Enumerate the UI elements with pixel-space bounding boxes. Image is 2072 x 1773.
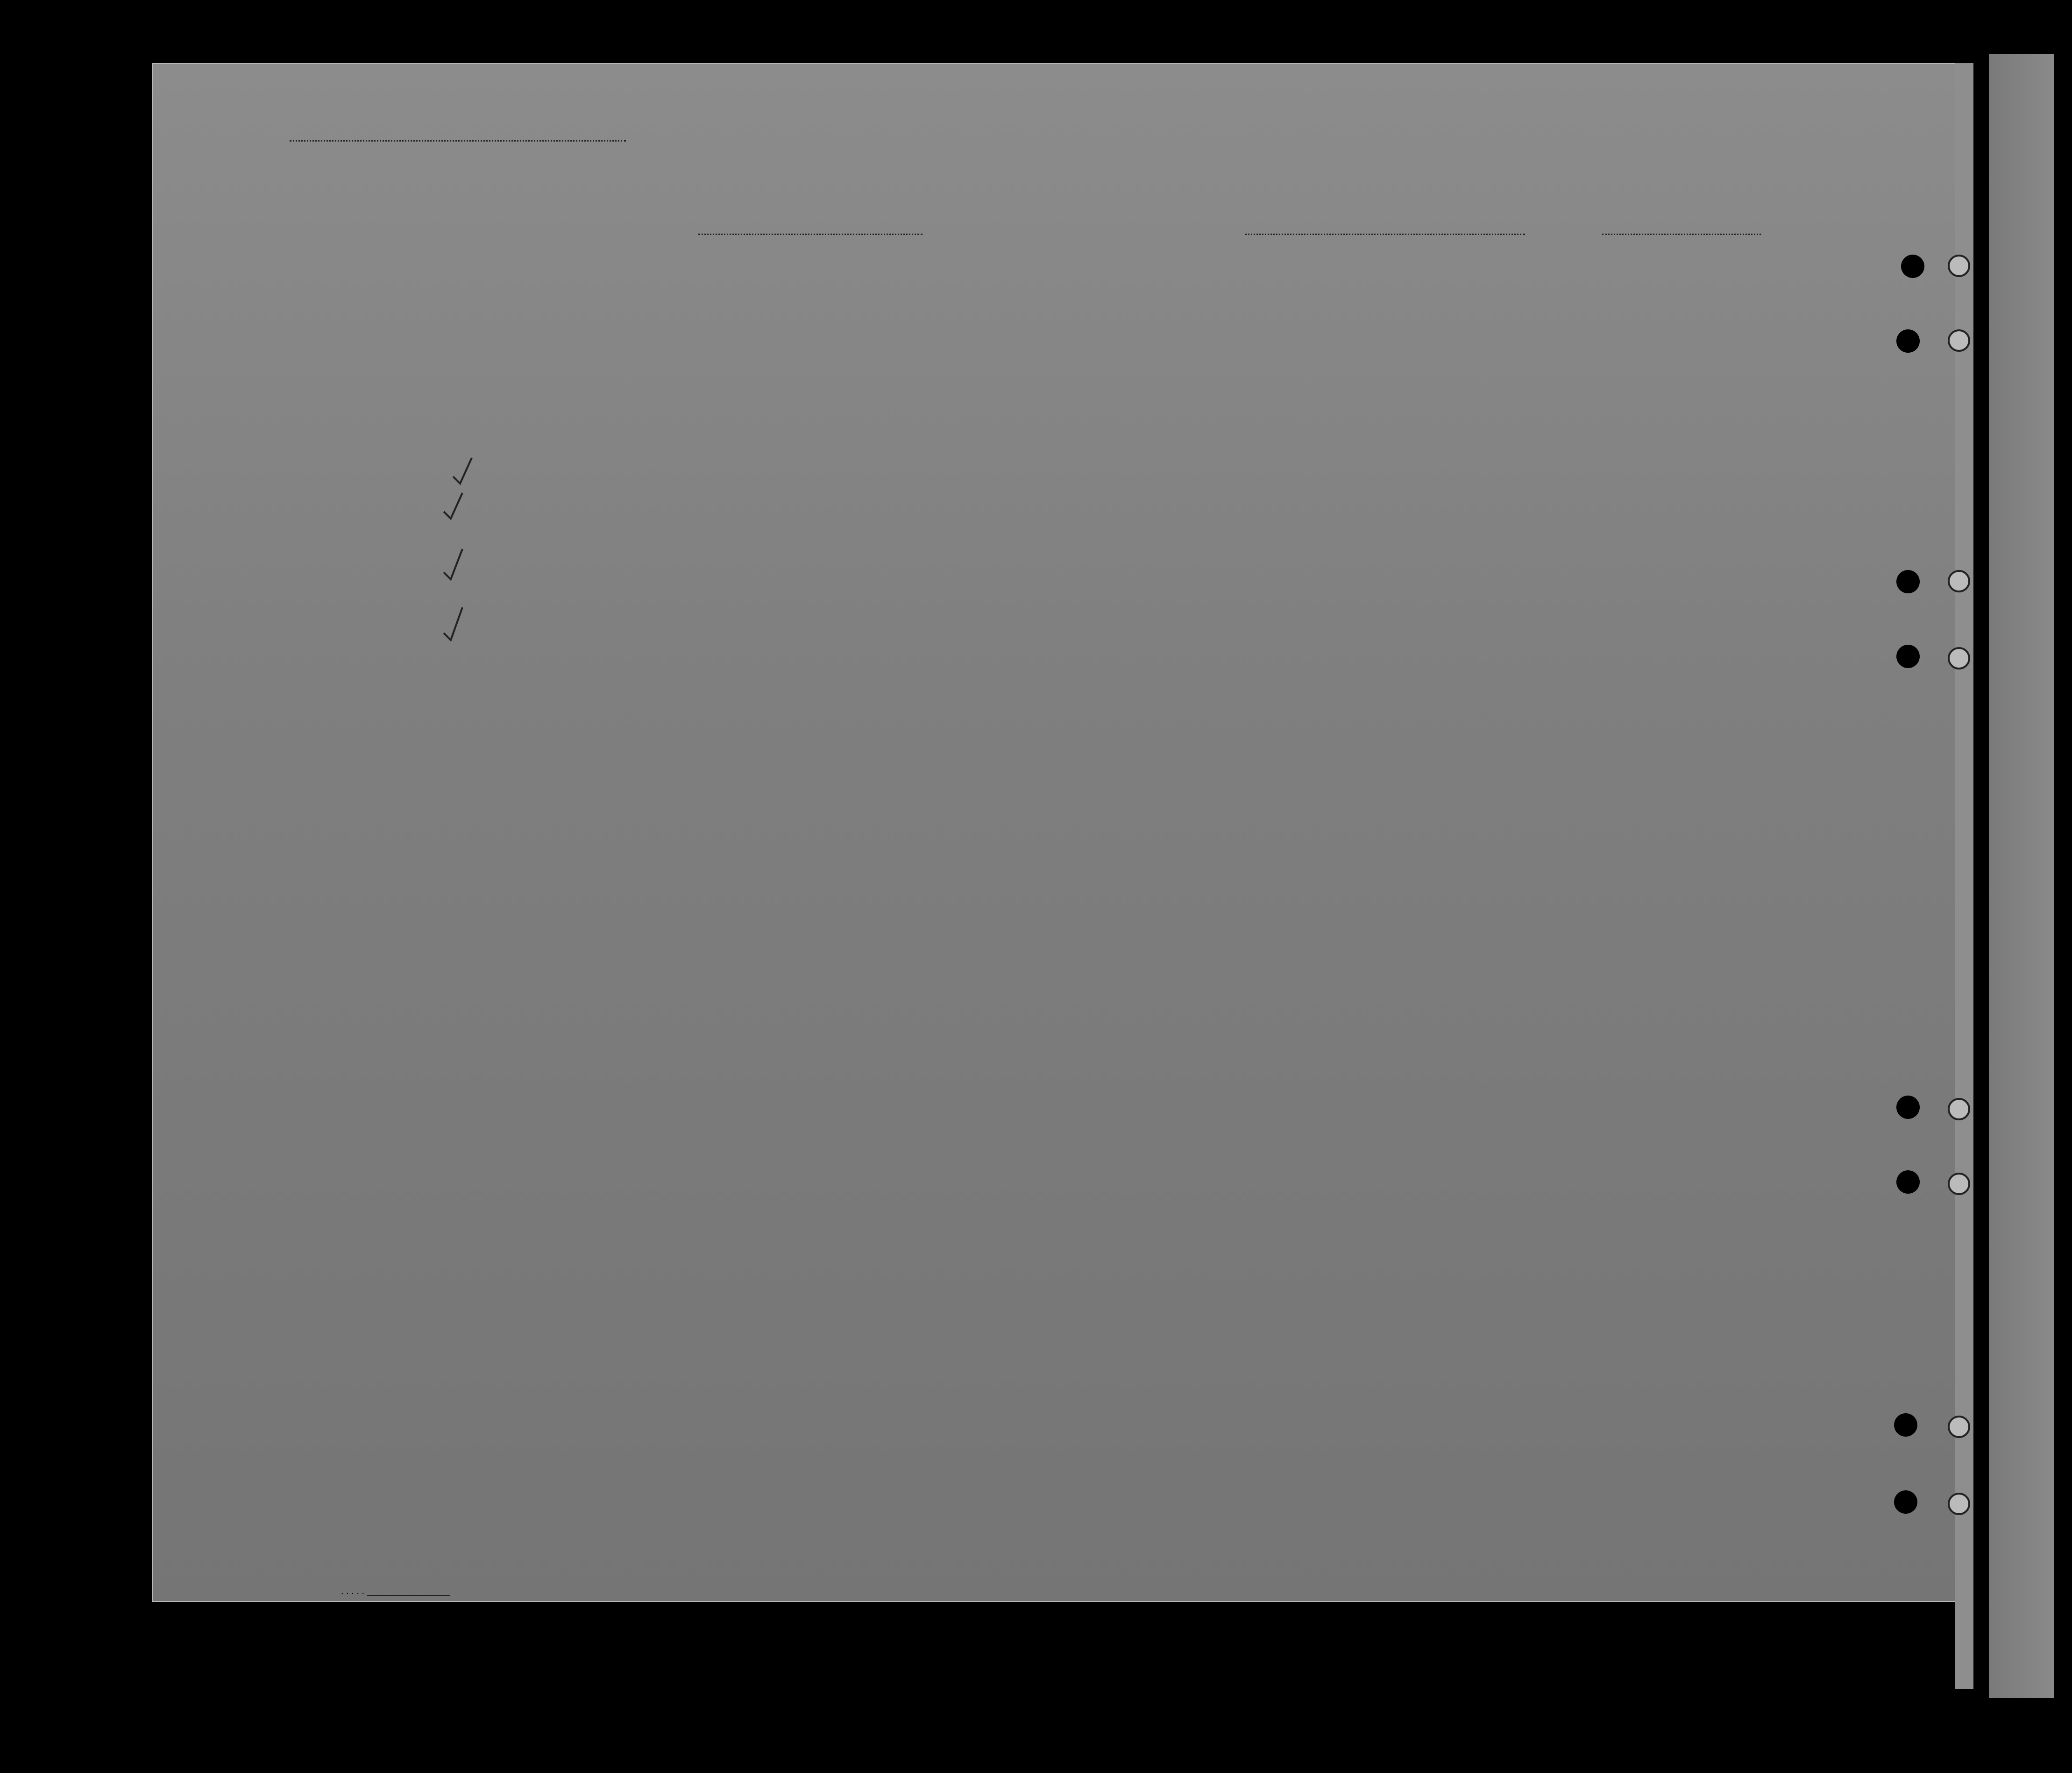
binder-ring [1948,1173,1970,1195]
footer-total-passengers: . . . . . ________________ [341,1586,450,1596]
binder-ring [1948,255,1970,277]
port-name [1245,234,1525,235]
binder-hole [1896,1170,1920,1194]
binder-hole [1896,1096,1920,1119]
list-number [290,140,626,142]
manifest-sheet [152,63,1957,1602]
footer-aliens: . . . . . . . ________________ [341,1635,461,1645]
binder-hole [1894,1490,1917,1514]
sheet-edge [1955,63,1973,1689]
binder-ring [1948,1493,1970,1515]
binder-ring [1948,329,1970,352]
binder-hole [1896,570,1920,593]
binder-ring [1948,647,1970,669]
binder-ring [1948,570,1970,592]
footer-us-citizens: . . . . . ________________ [341,1609,450,1620]
binder-hole [1901,255,1924,278]
binder-ring [1948,1098,1970,1120]
checkmarks [434,449,528,649]
binder-hole [1896,329,1920,353]
binder-ring [1948,1416,1970,1438]
binder-hole [1896,645,1920,668]
sailing-date [1602,234,1761,235]
ship-name [698,234,922,235]
binder-strip [1989,54,2054,1698]
binder-hole [1894,1413,1917,1437]
